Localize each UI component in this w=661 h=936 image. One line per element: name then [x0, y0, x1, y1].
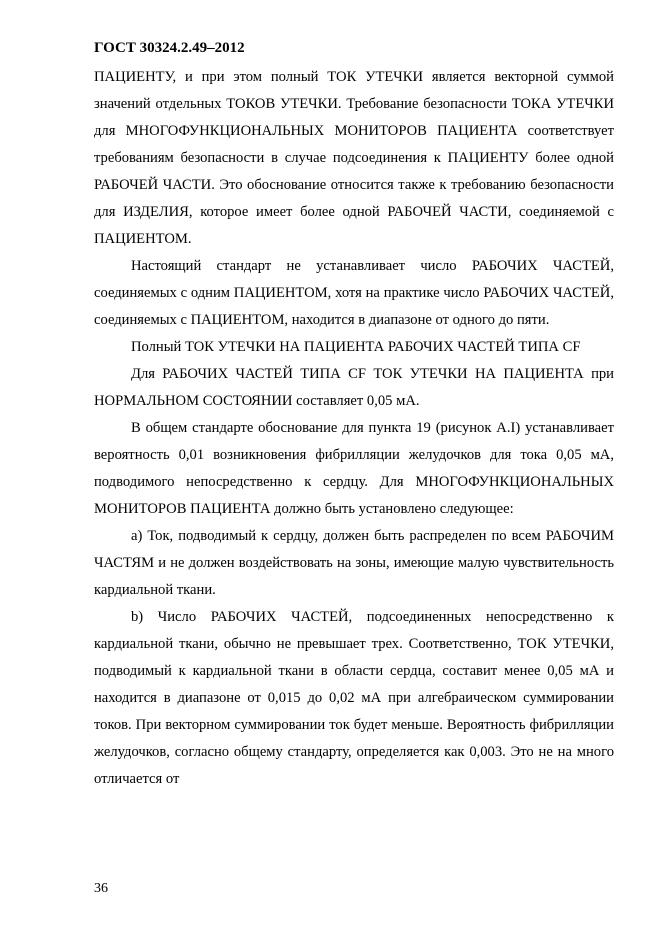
paragraph-subheading-cf-leakage: Полный ТОК УТЕЧКИ НА ПАЦИЕНТА РАБОЧИХ ЧАСТЕЙ ТИПА CF [131, 339, 581, 355]
paragraph-working-parts-count: Настоящий стандарт не устанавливает число РАБОЧИХ ЧАСТЕЙ, соединяемых с одним ПАЦИЕНТОМ, хотя на практике число РАБОЧИХ ЧАСТЕЙ, соединяемых с ПАЦИЕНТОМ, находится в диапазоне от одного до пяти. [94, 258, 614, 328]
body-text [94, 64, 614, 793]
paragraph-item-b: b) Число РАБОЧИХ ЧАСТЕЙ, подсоединенных непосредственно к кардиальной ткани, обычно не превышает трех. Соответственно, ТОК УТЕЧКИ, подводимый к кардиальной ткани в области сердца, составит менее 0,05 мА и находится в диапазоне от 0,015 до 0,02 мА при алгебраическом суммировании токов. При векторном суммировании ток будет меньше. Вероятность фибрилляции желудочков, согласно общему стандарту, определяется как 0,003. Это не на много отличается от [94, 609, 614, 787]
page-number: 36 [94, 881, 108, 896]
paragraph-continuation: ПАЦИЕНТУ, и при этом полный ТОК УТЕЧКИ является векторной суммой значений отдельных ТОКОВ УТЕЧКИ. Требование безопасности ТОКА УТЕЧКИ для МНОГОФУНКЦИОНАЛЬНЫХ МОНИТОРОВ ПАЦИЕНТА соответствует требованиям безопасности в случае подсоединения к ПАЦИЕНТУ более одной РАБОЧЕЙ ЧАСТИ. Это обоснование относится также к требованию безопасности для ИЗДЕЛИЯ, которое имеет более одной РАБОЧЕЙ ЧАСТИ, соединяемой с ПАЦИЕНТОМ. [94, 69, 614, 247]
standard-header: ГОСТ 30324.2.49–2012 [94, 40, 245, 56]
paragraph-cf-normal-condition: Для РАБОЧИХ ЧАСТЕЙ ТИПА CF ТОК УТЕЧКИ НА ПАЦИЕНТА при НОРМАЛЬНОМ СОСТОЯНИИ составляет 0,05 мА. [94, 366, 614, 409]
paragraph-general-standard-rationale: В общем стандарте обоснование для пункта 19 (рисунок А.I) устанавливает вероятность 0,01 возникновения фибрилляции желудочков для тока 0,05 мА, подводимого непосредственно к сердцу. Для МНОГОФУНКЦИОНАЛЬНЫХ МОНИТОРОВ ПАЦИЕНТА должно быть установлено следующее: [94, 420, 614, 517]
paragraph-item-a: a) Ток, подводимый к сердцу, должен быть распределен по всем РАБОЧИМ ЧАСТЯМ и не должен воздействовать на зоны, имеющие малую чувствительность кардиальной ткани. [94, 528, 614, 598]
